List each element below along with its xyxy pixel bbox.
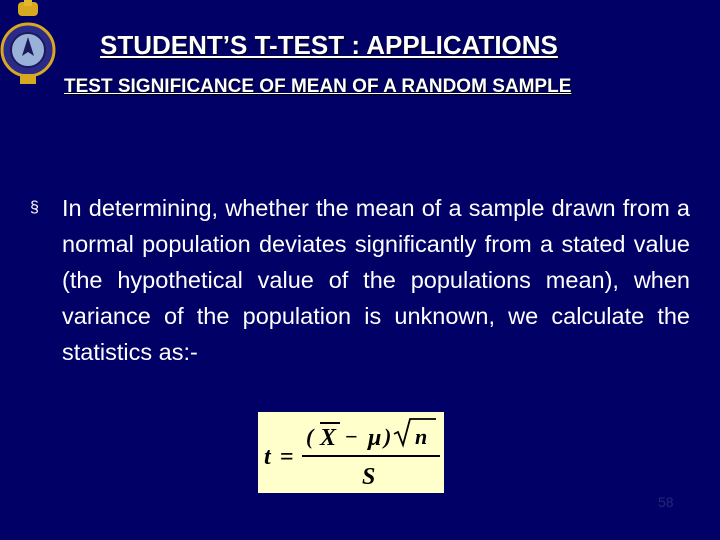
formula-lhs: t (264, 444, 271, 470)
formula-close-paren: ) (384, 424, 392, 449)
formula-x-bar: X (320, 425, 337, 451)
bullet-icon: § (30, 199, 39, 216)
page-title: STUDENT’S T-TEST : APPLICATIONS (100, 30, 558, 60)
t-statistic-formula (258, 412, 444, 493)
page-subtitle: TEST SIGNIFICANCE OF MEAN OF A RANDOM SAMPLE (64, 76, 572, 97)
bullet-list-item (30, 190, 690, 370)
formula-open-paren: ( (306, 424, 314, 449)
formula-denominator: S (362, 464, 376, 490)
formula-minus: − (345, 424, 358, 449)
formula-mu: μ (368, 425, 382, 451)
formula-n: n (415, 424, 428, 449)
crest-emblem-icon (0, 0, 56, 90)
bullet-paragraph: In determining, whether the mean of a sample drawn from a normal population deviates significantly from a stated value (the hypothetical value of the populations mean), when variance of the population is unknown, we calculate the statistics as:- (62, 195, 690, 365)
page-number: 58 (658, 494, 674, 510)
formula-equals: = (280, 444, 294, 470)
